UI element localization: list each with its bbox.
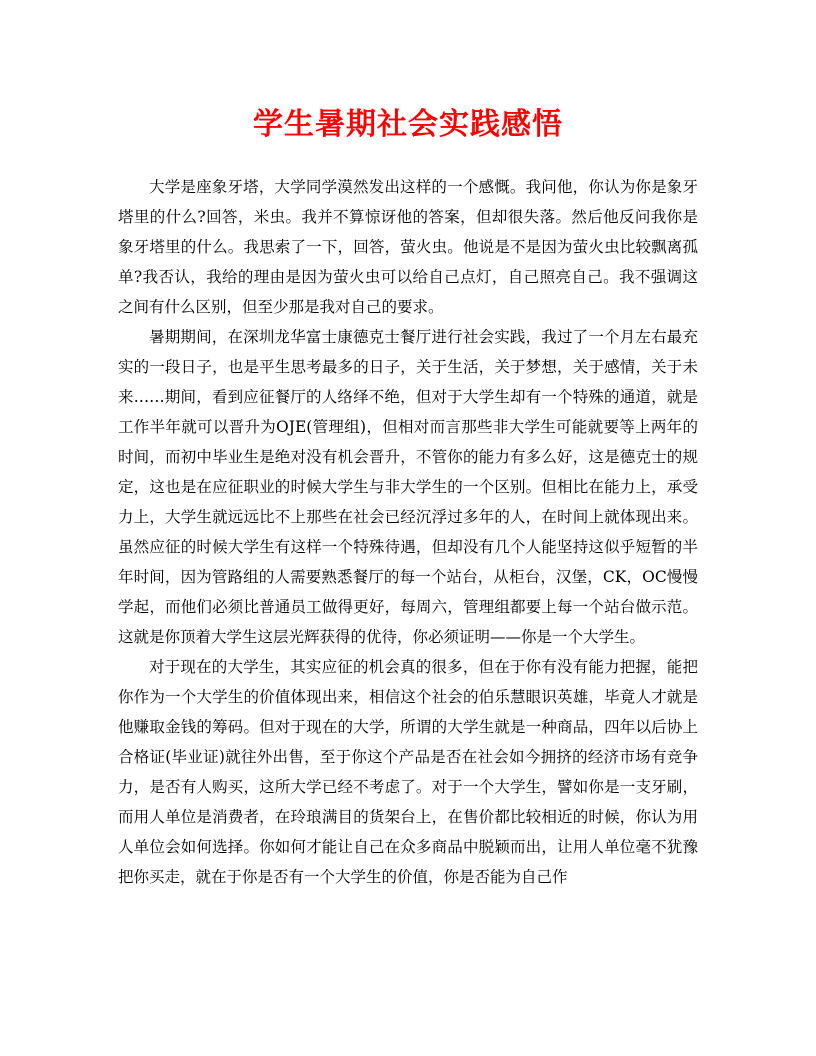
- paragraph: 对于现在的大学生，其实应征的机会真的很多，但在于你有没有能力把握，能把你作为一个大学生的价值体现出来，相信这个社会的伯乐慧眼识英雄，毕竟人才就是他赚取金钱的筹码。但对于现在的大学，所谓的大学生就是一种商品，四年以后协上合格证(毕业证)就往外出售，至于你这个产品是否在社会如今拥挤的经济市场有竞争力，是否有人购买，这所大学已经不考虑了。对于一个大学生，譬如你是一支牙刷，而用人单位是消费者，在玲琅满目的货架台上，在售价都比较相近的时候，你认为用人单位会如何选择。你如何才能让自己在众多商品中脱颖而出，让用人单位毫不犹豫把你买走，就在于你是否有一个大学生的价值，你是否能为自己作: [118, 658, 698, 886]
- document-title: 学生暑期社会实践感悟: [253, 107, 563, 142]
- document-body: [118, 172, 698, 892]
- paragraph: 暑期期间，在深圳龙华富士康德克士餐厅进行社会实践，我过了一个月左右最充实的一段日子，也是平生思考最多的日子，关于生活，关于梦想，关于感情，关于未来……期间，看到应征餐厅的人络绎不绝，但对于大学生却有一个特殊的通道，就是工作半年就可以晋升为OJE(管理组)，但相对而言那些非大学生可能就要等上两年的时间，而初中毕业生是绝对没有机会晋升，不管你的能力有多么好，这是德克士的规定，这也是在应征职业的时候大学生与非大学生的一个区别。但相比在能力上，承受力上，大学生就远远比不上那些在社会已经沉浮过多年的人，在时间上就体现出来。虽然应征的时候大学生有这样一个特殊待遇，但却没有几个人能坚持这似乎短暂的半年时间，因为管路组的人需要熟悉餐厅的每一个站台，从柜台，汉堡，CK，OC慢慢学起，而他们必须比普通员工做得更好，每周六，管理组都要上每一个站台做示范。这就是你顶着大学生这层光辉获得的优待，你必须证明——你是一个大学生。: [118, 328, 698, 646]
- paragraph: 大学是座象牙塔，大学同学漠然发出这样的一个感慨。我问他，你认为你是象牙塔里的什么?回答，米虫。我并不算惊讶他的答案，但却很失落。然后他反问我你是象牙塔里的什么。我思索了一下，回答，萤火虫。他说是不是因为萤火虫比较飘离孤单?我否认，我给的理由是因为萤火虫可以给自己点灯，自己照亮自己。我不强调这之间有什么区别，但至少那是我对自己的要求。: [118, 178, 698, 316]
